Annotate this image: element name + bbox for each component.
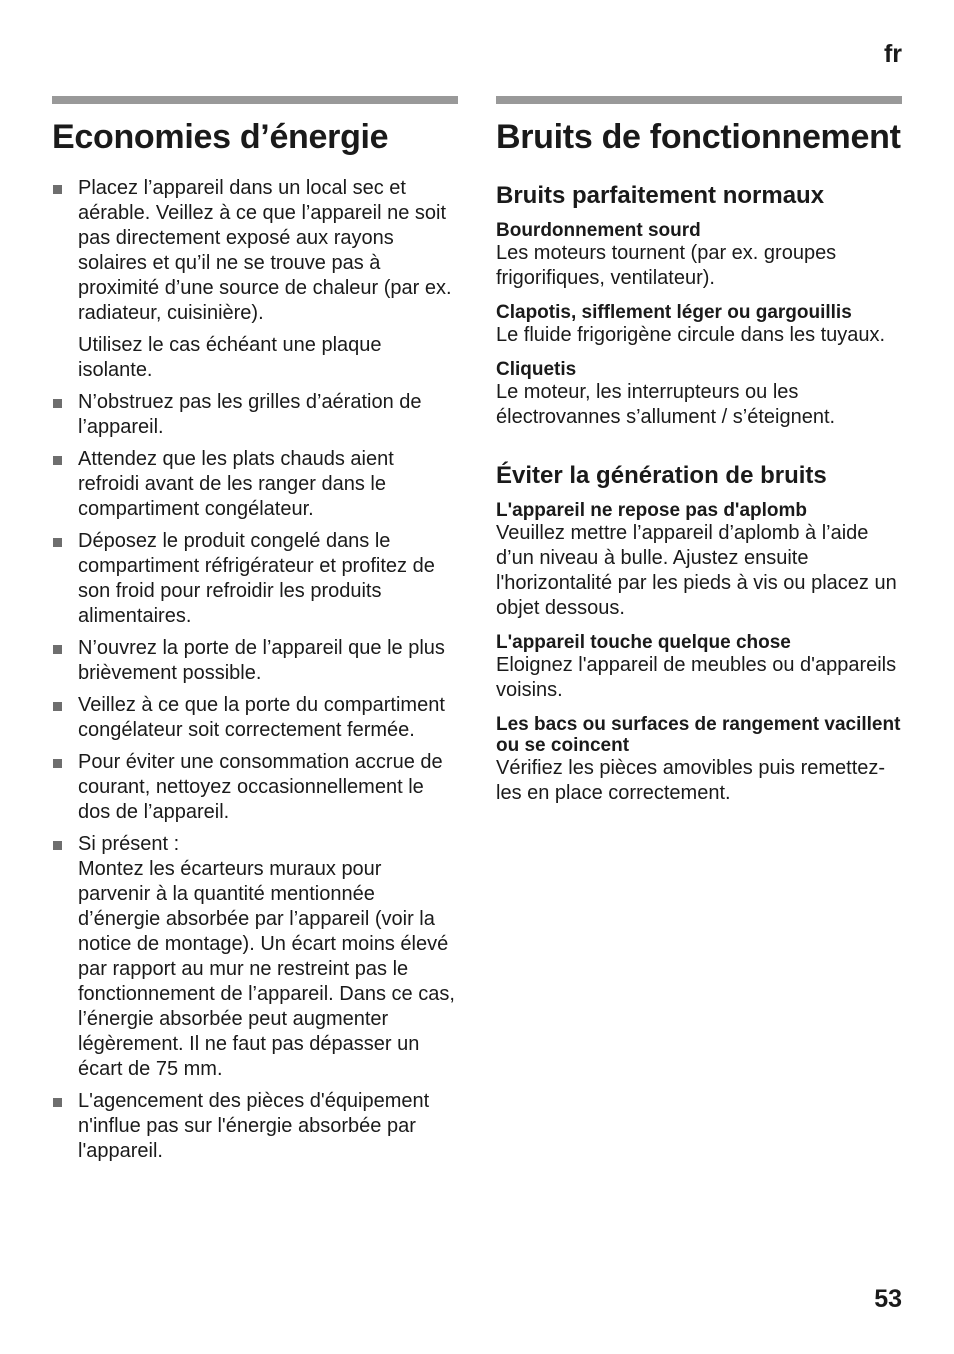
list-item: [52, 529, 458, 629]
square-bullet-icon: [53, 1098, 62, 1107]
noise-entry-title: L'appareil touche quelque chose: [496, 632, 791, 653]
square-bullet-icon: [53, 185, 62, 194]
square-bullet-icon: [53, 702, 62, 711]
noise-entry-body: Le fluide frigorigène circule dans les tuyaux.: [496, 324, 886, 346]
list-item: [52, 693, 458, 743]
list-item: [52, 1089, 458, 1164]
noise-entry-title: Bourdonnement sourd: [496, 220, 701, 241]
list-item-text: N’ouvrez la porte de l’appareil que le plus brièvement possible.: [78, 637, 445, 684]
noise-entry-body: Eloignez l'appareil de meubles ou d'appareils voisins.: [496, 654, 897, 701]
square-bullet-icon: [53, 759, 62, 768]
language-tag: fr: [883, 40, 902, 68]
list-item: [52, 176, 458, 383]
list-item: [52, 390, 458, 440]
noise-entry-title: Cliquetis: [496, 359, 577, 380]
noise-entry-body: Veuillez mettre l’appareil d’aplomb à l’aide d’un niveau à bulle. Ajustez ensuite l'horizontalité par les pieds à vis ou placez un objet dessous.: [496, 522, 897, 619]
noise-entry-body: Le moteur, les interrupteurs ou les électrovannes s’allument / s’éteignent.: [496, 381, 836, 428]
energy-tips-list: [52, 176, 458, 1164]
list-item-text: L'agencement des pièces d'équipement n'influe pas sur l'énergie absorbée par l'appareil.: [78, 1090, 430, 1162]
noise-entry-title: Clapotis, sifflement léger ou gargouillis: [496, 302, 852, 323]
square-bullet-icon: [53, 538, 62, 547]
normal-noises-heading: Bruits parfaitement normaux: [496, 182, 825, 209]
energy-saving-title: Economies d’énergie: [52, 118, 389, 156]
list-item-note: Utilisez le cas échéant une plaque isolante.: [78, 334, 382, 381]
list-item: [52, 636, 458, 686]
noise-entry: [496, 714, 902, 806]
list-item: [52, 750, 458, 825]
square-bullet-icon: [53, 841, 62, 850]
page-number: 53: [874, 1285, 902, 1313]
square-bullet-icon: [53, 645, 62, 654]
list-item-text: Si présent :: [78, 833, 180, 855]
noise-entry: [496, 302, 902, 348]
list-item-text: Placez l’appareil dans un local sec et aérable. Veillez à ce que l’appareil ne soit pas directement exposé aux rayons solaires et qu’il ne se trouve pas à proximité d’une source de chaleur (par ex. radiateur, cuisinière).: [78, 177, 452, 324]
list-item-text: Veillez à ce que la porte du compartiment congélateur soit correctement fermée.: [78, 694, 445, 741]
energy-saving-column: [52, 96, 458, 1171]
operating-noises-title: Bruits de fonctionnement: [496, 118, 901, 156]
list-item-note: Montez les écarteurs muraux pour parvenir à la quantité mentionnée d’énergie absorbée par l’appareil (voir la notice de montage). Un écart moins élevé par rapport au mur ne restreint pas le fonctionnement de l’appareil. Dans ce cas, l’énergie absorbée peut augmenter légèrement. Il ne faut pas dépasser un écart de 75 mm.: [78, 858, 455, 1080]
section-rule: [496, 96, 902, 104]
noise-entry: [496, 359, 902, 430]
list-item: [52, 832, 458, 1082]
noise-entry: [496, 632, 902, 703]
list-item-text: Déposez le produit congelé dans le compartiment réfrigérateur et profitez de son froid pour refroidir les produits alimentaires.: [78, 530, 435, 627]
square-bullet-icon: [53, 456, 62, 465]
list-item-text: Pour éviter une consommation accrue de courant, nettoyez occasionnellement le dos de l’appareil.: [78, 751, 443, 823]
list-item-text: N’obstruez pas les grilles d’aération de l’appareil.: [78, 391, 422, 438]
list-item-text: Attendez que les plats chauds aient refroidi avant de les ranger dans le compartiment congélateur.: [78, 448, 394, 520]
list-item: [52, 447, 458, 522]
noise-entry-body: Vérifiez les pièces amovibles puis remettez-les en place correctement.: [496, 757, 886, 804]
operating-noises-column: [496, 96, 902, 817]
noise-entry-title: Les bacs ou surfaces de rangement vacillent ou se coincent: [496, 714, 901, 756]
avoid-noises-heading: Éviter la génération de bruits: [496, 462, 827, 489]
section-rule: [52, 96, 458, 104]
noise-entry: [496, 220, 902, 291]
noise-entry-body: Les moteurs tournent (par ex. groupes frigorifiques, ventilateur).: [496, 242, 837, 289]
noise-entry: [496, 500, 902, 621]
square-bullet-icon: [53, 399, 62, 408]
noise-entry-title: L'appareil ne repose pas d'aplomb: [496, 500, 808, 521]
